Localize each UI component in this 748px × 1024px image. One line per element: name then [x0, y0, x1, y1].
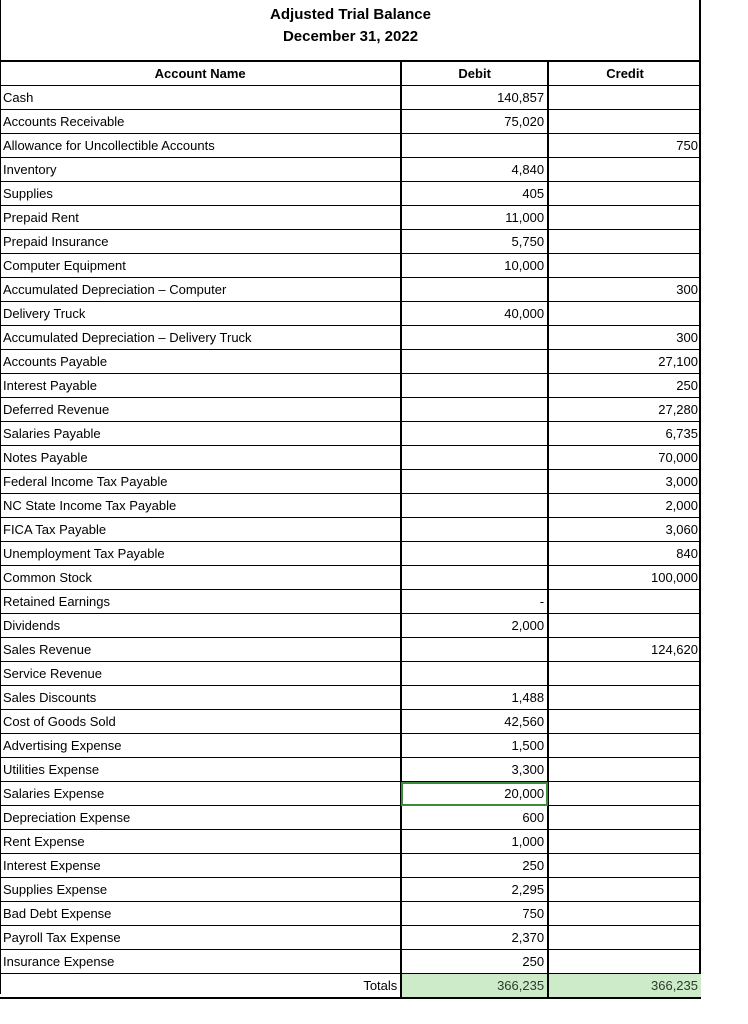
- debit-cell[interactable]: 1,000: [401, 830, 548, 854]
- column-header-debit[interactable]: Debit: [401, 61, 548, 86]
- credit-cell[interactable]: [548, 854, 701, 878]
- table-row: [0, 254, 701, 278]
- header-row: [0, 61, 701, 86]
- account-name-cell[interactable]: Bad Debt Expense: [0, 902, 401, 926]
- debit-cell[interactable]: 11,000: [401, 206, 548, 230]
- debit-cell[interactable]: 1,500: [401, 734, 548, 758]
- account-name-cell[interactable]: Utilities Expense: [0, 758, 401, 782]
- debit-cell[interactable]: [401, 350, 548, 374]
- column-header-account-name[interactable]: Account Name: [0, 61, 401, 86]
- credit-cell[interactable]: [548, 158, 701, 182]
- debit-cell[interactable]: 2,295: [401, 878, 548, 902]
- table-row: [0, 926, 701, 950]
- account-name-cell[interactable]: Delivery Truck: [0, 302, 401, 326]
- credit-cell[interactable]: [548, 230, 701, 254]
- debit-cell[interactable]: 2,000: [401, 614, 548, 638]
- credit-cell[interactable]: 100,000: [548, 566, 701, 590]
- debit-cell[interactable]: -: [401, 590, 548, 614]
- debit-cell[interactable]: 250: [401, 950, 548, 974]
- total-credit-cell[interactable]: 366,235: [548, 974, 701, 999]
- debit-cell[interactable]: 40,000: [401, 302, 548, 326]
- debit-cell[interactable]: 4,840: [401, 158, 548, 182]
- credit-cell[interactable]: [548, 206, 701, 230]
- account-name-cell[interactable]: Salaries Expense: [0, 782, 401, 806]
- table-row: [0, 470, 701, 494]
- account-name-cell[interactable]: Supplies Expense: [0, 878, 401, 902]
- account-name-cell[interactable]: Inventory: [0, 158, 401, 182]
- credit-cell[interactable]: [548, 686, 701, 710]
- account-name-cell[interactable]: Accumulated Depreciation – Delivery Truck: [0, 326, 401, 350]
- credit-cell[interactable]: 27,100: [548, 350, 701, 374]
- table-row: [0, 614, 701, 638]
- credit-cell[interactable]: 250: [548, 374, 701, 398]
- credit-cell[interactable]: 2,000: [548, 494, 701, 518]
- debit-cell[interactable]: 20,000: [401, 782, 548, 806]
- credit-cell[interactable]: [548, 614, 701, 638]
- account-name-cell[interactable]: Rent Expense: [0, 830, 401, 854]
- debit-cell[interactable]: 1,488: [401, 686, 548, 710]
- account-name-cell[interactable]: Advertising Expense: [0, 734, 401, 758]
- report-header: [0, 4, 701, 48]
- debit-cell[interactable]: [401, 470, 548, 494]
- account-name-cell[interactable]: Insurance Expense: [0, 950, 401, 974]
- debit-cell[interactable]: [401, 542, 548, 566]
- credit-cell[interactable]: 3,060: [548, 518, 701, 542]
- debit-cell[interactable]: 3,300: [401, 758, 548, 782]
- credit-cell[interactable]: 3,000: [548, 470, 701, 494]
- table-row: [0, 638, 701, 662]
- table-row: [0, 734, 701, 758]
- credit-cell[interactable]: [548, 782, 701, 806]
- table-row: [0, 422, 701, 446]
- credit-cell[interactable]: [548, 110, 701, 134]
- account-name-cell[interactable]: Deferred Revenue: [0, 398, 401, 422]
- table-row: [0, 134, 701, 158]
- debit-cell[interactable]: [401, 518, 548, 542]
- table-row: [0, 350, 701, 374]
- account-name-cell[interactable]: Accounts Payable: [0, 350, 401, 374]
- debit-cell[interactable]: 2,370: [401, 926, 548, 950]
- account-name-cell[interactable]: Retained Earnings: [0, 590, 401, 614]
- table-row: [0, 590, 701, 614]
- debit-cell[interactable]: [401, 398, 548, 422]
- account-name-cell[interactable]: Federal Income Tax Payable: [0, 470, 401, 494]
- credit-cell[interactable]: [548, 302, 701, 326]
- table-row: [0, 398, 701, 422]
- credit-cell[interactable]: [548, 950, 701, 974]
- credit-cell[interactable]: [548, 86, 701, 110]
- table-row: [0, 830, 701, 854]
- trial-balance-table: [0, 60, 701, 999]
- debit-cell[interactable]: [401, 278, 548, 302]
- table-row: [0, 230, 701, 254]
- column-header-credit[interactable]: Credit: [548, 61, 701, 86]
- credit-cell[interactable]: [548, 710, 701, 734]
- table-row: [0, 878, 701, 902]
- account-name-cell[interactable]: Computer Equipment: [0, 254, 401, 278]
- account-name-cell[interactable]: Accumulated Depreciation – Computer: [0, 278, 401, 302]
- credit-cell[interactable]: 70,000: [548, 446, 701, 470]
- debit-cell[interactable]: [401, 566, 548, 590]
- account-name-cell[interactable]: Interest Payable: [0, 374, 401, 398]
- credit-cell[interactable]: [548, 254, 701, 278]
- totals-label[interactable]: Totals: [0, 974, 401, 999]
- credit-cell[interactable]: [548, 662, 701, 686]
- account-name-cell[interactable]: Sales Discounts: [0, 686, 401, 710]
- debit-cell[interactable]: [401, 494, 548, 518]
- credit-cell[interactable]: 124,620: [548, 638, 701, 662]
- account-name-cell[interactable]: Payroll Tax Expense: [0, 926, 401, 950]
- table-row: [0, 158, 701, 182]
- credit-cell[interactable]: [548, 806, 701, 830]
- account-name-cell[interactable]: Accounts Receivable: [0, 110, 401, 134]
- table-row: [0, 182, 701, 206]
- account-name-cell[interactable]: Allowance for Uncollectible Accounts: [0, 134, 401, 158]
- table-row: [0, 758, 701, 782]
- debit-cell[interactable]: 600: [401, 806, 548, 830]
- account-name-cell[interactable]: Prepaid Insurance: [0, 230, 401, 254]
- account-name-cell[interactable]: FICA Tax Payable: [0, 518, 401, 542]
- debit-cell[interactable]: 250: [401, 854, 548, 878]
- debit-cell[interactable]: 42,560: [401, 710, 548, 734]
- account-name-cell[interactable]: Prepaid Rent: [0, 206, 401, 230]
- credit-cell[interactable]: 840: [548, 542, 701, 566]
- table-row: [0, 566, 701, 590]
- credit-cell[interactable]: [548, 182, 701, 206]
- report-date: December 31, 2022: [282, 28, 419, 45]
- table-row: [0, 902, 701, 926]
- account-name-cell[interactable]: Salaries Payable: [0, 422, 401, 446]
- debit-cell[interactable]: [401, 422, 548, 446]
- table-row: [0, 86, 701, 110]
- table-row: [0, 326, 701, 350]
- account-name-cell[interactable]: NC State Income Tax Payable: [0, 494, 401, 518]
- totals-row: [0, 974, 701, 999]
- credit-cell[interactable]: [548, 926, 701, 950]
- account-name-cell[interactable]: Service Revenue: [0, 662, 401, 686]
- debit-cell[interactable]: [401, 446, 548, 470]
- debit-cell[interactable]: 405: [401, 182, 548, 206]
- debit-cell[interactable]: 750: [401, 902, 548, 926]
- debit-cell[interactable]: 5,750: [401, 230, 548, 254]
- table-row: [0, 806, 701, 830]
- credit-cell[interactable]: [548, 878, 701, 902]
- account-name-cell[interactable]: Cash: [0, 86, 401, 110]
- credit-cell[interactable]: [548, 758, 701, 782]
- table-row: [0, 710, 701, 734]
- table-row: [0, 278, 701, 302]
- credit-cell[interactable]: 27,280: [548, 398, 701, 422]
- table-row: [0, 854, 701, 878]
- table-row: [0, 662, 701, 686]
- credit-cell[interactable]: 300: [548, 326, 701, 350]
- debit-cell[interactable]: [401, 134, 548, 158]
- table-row: [0, 950, 701, 974]
- table-row: [0, 542, 701, 566]
- total-debit-cell[interactable]: 366,235: [401, 974, 548, 999]
- report-title: Adjusted Trial Balance: [270, 6, 431, 23]
- credit-cell[interactable]: [548, 590, 701, 614]
- credit-cell[interactable]: 750: [548, 134, 701, 158]
- debit-cell[interactable]: 140,857: [401, 86, 548, 110]
- account-name-cell[interactable]: Unemployment Tax Payable: [0, 542, 401, 566]
- debit-cell[interactable]: 10,000: [401, 254, 548, 278]
- account-name-cell[interactable]: Dividends: [0, 614, 401, 638]
- debit-cell[interactable]: [401, 326, 548, 350]
- credit-cell[interactable]: [548, 830, 701, 854]
- table-row: [0, 494, 701, 518]
- credit-cell[interactable]: [548, 734, 701, 758]
- debit-cell[interactable]: [401, 638, 548, 662]
- debit-cell[interactable]: [401, 374, 548, 398]
- debit-cell[interactable]: 75,020: [401, 110, 548, 134]
- account-name-cell[interactable]: Cost of Goods Sold: [0, 710, 401, 734]
- account-name-cell[interactable]: Depreciation Expense: [0, 806, 401, 830]
- account-name-cell[interactable]: Common Stock: [0, 566, 401, 590]
- table-row: [0, 374, 701, 398]
- credit-cell[interactable]: 300: [548, 278, 701, 302]
- account-name-cell[interactable]: Interest Expense: [0, 854, 401, 878]
- table-row: [0, 686, 701, 710]
- table-row: [0, 206, 701, 230]
- table-row: [0, 110, 701, 134]
- table-row: [0, 518, 701, 542]
- table-row: [0, 302, 701, 326]
- account-name-cell[interactable]: Sales Revenue: [0, 638, 401, 662]
- table-row: [0, 446, 701, 470]
- account-name-cell[interactable]: Supplies: [0, 182, 401, 206]
- debit-cell[interactable]: [401, 662, 548, 686]
- credit-cell[interactable]: [548, 902, 701, 926]
- credit-cell[interactable]: 6,735: [548, 422, 701, 446]
- account-name-cell[interactable]: Notes Payable: [0, 446, 401, 470]
- table-row: [0, 782, 701, 806]
